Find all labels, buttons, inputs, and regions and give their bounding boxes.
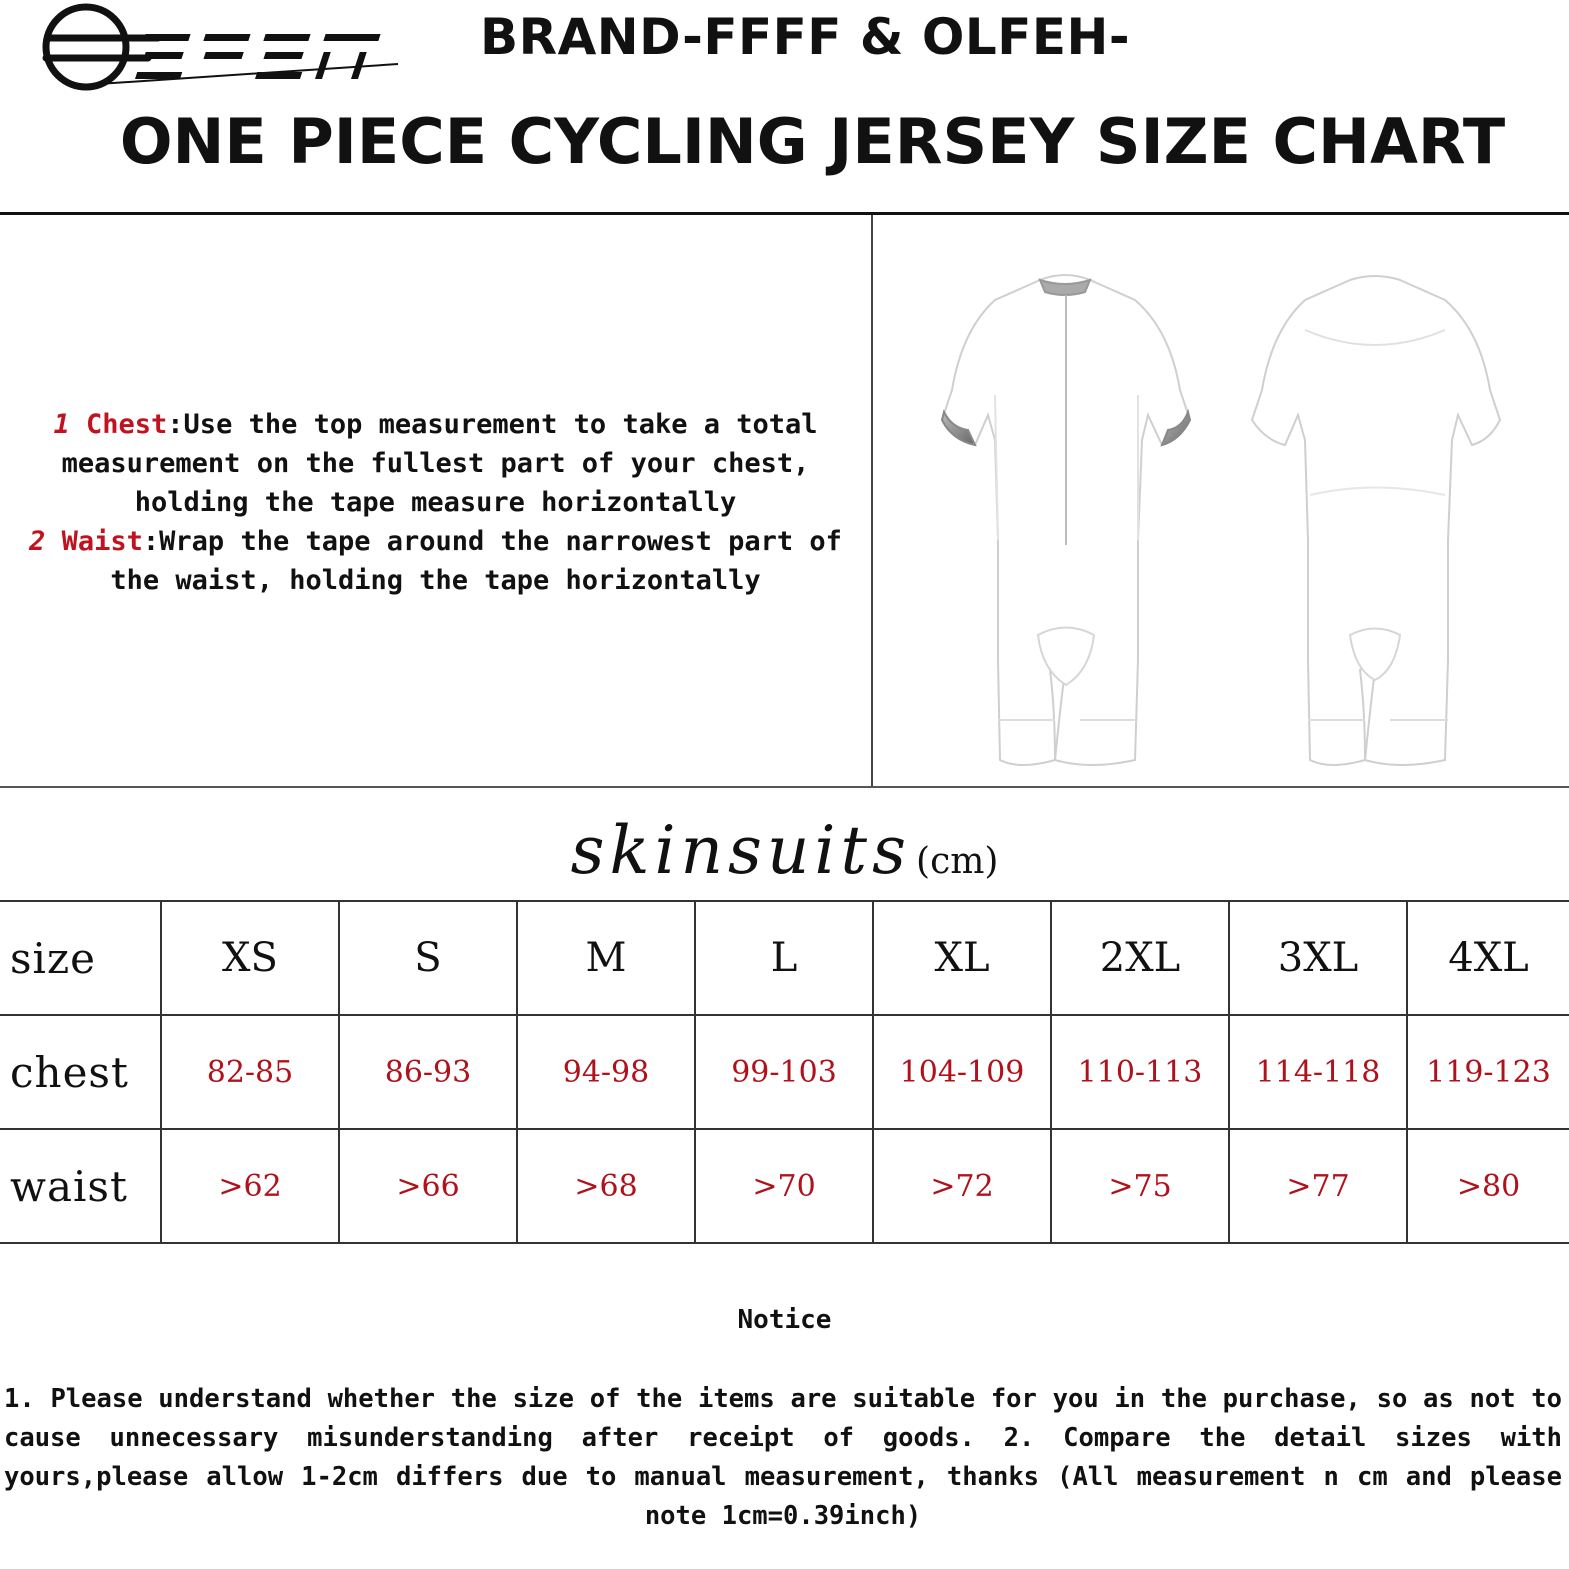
waist-label: Waist [61,526,143,557]
waist-cell: >66 [339,1129,517,1243]
row-label-size: size [0,901,161,1015]
skinsuit-back [1252,276,1500,765]
size-cell: S [339,901,517,1015]
table-row-size [0,901,1569,1015]
chest-cell: 82-85 [161,1015,339,1129]
waist-cell: >80 [1407,1129,1569,1243]
row-label-chest: chest [0,1015,161,1129]
size-cell: XS [161,901,339,1015]
waist-cell: >77 [1229,1129,1407,1243]
chest-instruction-line-1 [0,405,871,444]
vertical-divider [871,215,873,787]
size-cell: 3XL [1229,901,1407,1015]
table-row-chest [0,1015,1569,1129]
waist-instruction-line-1 [0,522,871,561]
chest-text-1: :Use the top measurement to take a total [167,409,818,440]
row-label-waist: waist [0,1129,161,1243]
chest-cell: 110-113 [1051,1015,1229,1129]
table-row-waist [0,1129,1569,1243]
brand-line: BRAND-FFFF & OLFEH- [480,8,1131,66]
chest-cell: 99-103 [695,1015,873,1129]
chest-cell: 94-98 [517,1015,695,1129]
section-heading-text: skinsuits [570,812,911,889]
header-divider [0,212,1569,215]
notice-body: 1. Please understand whether the size of the items are suitable for you in the purchase, so as not to cause unnecessary misunderstanding after receipt of goods. 2. Compare the detail sizes with yours,please allow 1-2cm differs due to manual measurement, thanks (All measurement n cm and please note 1cm=0.39inch) [4,1384,1562,1531]
chest-cell: 119-123 [1407,1015,1569,1129]
chest-cell: 86-93 [339,1015,517,1129]
waist-instruction-line-2: the waist, holding the tape horizontally [110,565,761,596]
chest-instruction-line-3: holding the tape measure horizontally [134,487,737,518]
size-cell: M [517,901,695,1015]
chest-instruction-line-2: measurement on the fullest part of your chest, [61,448,810,479]
waist-cell: >72 [873,1129,1051,1243]
size-cell: 2XL [1051,901,1229,1015]
skinsuit-illustration [880,240,1560,780]
waist-number: 2 [29,526,46,557]
section-divider [0,786,1569,788]
chest-cell: 114-118 [1229,1015,1407,1129]
section-heading [0,812,1569,889]
measurement-instructions [0,405,871,600]
chest-label: Chest [86,409,168,440]
skinsuit-front [942,275,1190,765]
section-heading-unit: (cm) [916,841,999,882]
size-table [0,900,1569,1244]
size-cell: 4XL [1407,901,1569,1015]
chest-cell: 104-109 [873,1015,1051,1129]
brand-logo [38,2,398,92]
chest-number: 1 [53,409,70,440]
waist-text-1: :Wrap the tape around the narrowest part of [142,526,842,557]
waist-cell: >75 [1051,1129,1229,1243]
size-cell: XL [873,901,1051,1015]
waist-cell: >68 [517,1129,695,1243]
notice-title: Notice [737,1305,832,1335]
waist-cell: >62 [161,1129,339,1243]
size-cell: L [695,901,873,1015]
page-title: ONE PIECE CYCLING JERSEY SIZE CHART [119,105,1506,178]
waist-cell: >70 [695,1129,873,1243]
